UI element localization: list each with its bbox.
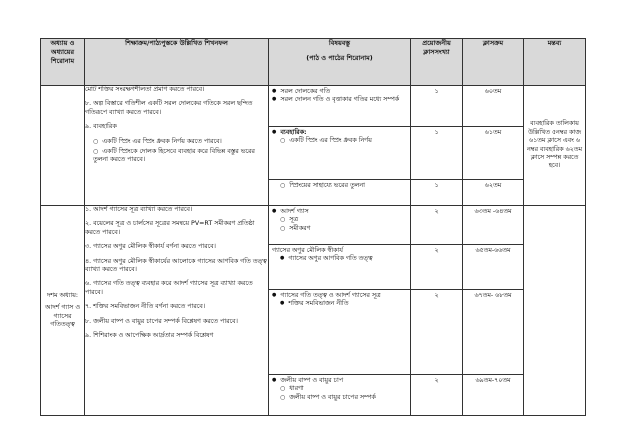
class-count: ২ <box>411 290 462 375</box>
class-sequence: ৬৭তম- ৬৮তম <box>463 290 523 375</box>
class-sequence-cell <box>463 86 524 206</box>
class-count: ২ <box>411 206 462 245</box>
class-sequence: ৬৯তম-৭০তম <box>475 377 511 384</box>
header-outcomes: শিক্ষাক্রম/পাঠ্যপুস্তকে উল্লিখিত শিখনফল <box>85 39 269 86</box>
outcome-text: ৪. গ্যাসের অণুর মৌলিক স্বীকার্যের আলোকে গ্যাসের আণবিক গতি তত্ত্ব ব্যাখ্যা করতে পারবে। <box>85 257 267 274</box>
chapter-cell <box>41 206 85 416</box>
outcome-text: ৩. গ্যাসের অণুর মৌলিক স্বীকার্য বর্ণনা করতে পারবে। <box>85 243 216 251</box>
header-row <box>41 39 586 86</box>
outcome-text: ৬. গ্যাসের গতি তত্ত্ব ব্যবহার করে আদর্শ গ্যাসের সূত্র ব্যাখ্যা করতে পারবে। <box>85 280 253 296</box>
content-item: ● সরল দোলন গতি ও বৃত্তাকার গতির মধ্যে সম্পর্ক <box>272 96 407 104</box>
outcome-text: ৯. শিশিরাংক ও আপেক্ষিক আর্দ্রতার সম্পর্ক বিশ্লেষণ <box>85 332 214 340</box>
content-subitem: ○ জলীয় বাষ্প ও বায়ুর চাপের সম্পর্ক <box>272 394 407 402</box>
outcome-text: ৮. জলীয় বাষ্প ও বায়ুর চাপের সম্পর্ক বিশ্লেষণ করতে পারবে। <box>85 317 238 325</box>
chapter-cell-empty <box>41 86 85 206</box>
header-class-count: প্রয়োজনীয় ক্লাসসংখ্যা <box>411 39 463 86</box>
outcome-text: ৭. শক্তির সমবিভাজন নীতি বর্ণনা করতে পারবে। <box>85 303 206 311</box>
content-subitem: ○ সূত্র <box>272 216 407 224</box>
content-item: ● জলীয় বাষ্প ও বায়ুর চাপ <box>272 377 407 385</box>
class-sequence-cell <box>463 206 524 416</box>
content-subrow <box>269 375 410 404</box>
content-subitem: ○ একটি স্প্রিং এর স্প্রিং ধ্রুবক নির্ণয় <box>272 137 407 145</box>
outcome-text: ৮. অল্প বিস্তারে গতিশীল একটি সরল দোলকের গতিকে সরল ছন্দিত গতিরূপে ব্যাখ্যা করতে পারবে। <box>85 100 253 116</box>
content-item: ● আদর্শ গ্যাস <box>272 208 407 216</box>
header-class-sequence: ক্লাসক্রম <box>463 39 524 86</box>
content-subitem: ● শক্তির সমবিভাজন নীতি <box>272 300 407 308</box>
outcome-subitem: ○ একটি স্প্রিং এর স্প্রিং ধ্রুবক নির্ণয় করতে পারবে। <box>85 138 268 146</box>
class-count: ১ <box>411 86 462 127</box>
class-sequence: ৬৫তম-৬৬তম <box>463 245 523 290</box>
content-subitem: ○ সমীকরণ <box>272 225 407 233</box>
content-subitem: ○ ধারণা <box>272 385 407 393</box>
table-row <box>41 206 586 416</box>
outcome-text: ৯. ব্যবহারিক <box>85 123 117 131</box>
outcome-text: মোট শক্তির সংরক্ষণশীলতা প্রমাণ করতে পারবে। <box>85 86 205 93</box>
header-chapter: অধ্যায় ও অধ্যায়ের শিরোনাম <box>41 39 85 86</box>
header-content-subtitle: (পাঠ ও পাঠের শিরোনাম) <box>306 54 373 62</box>
class-count-cell <box>411 86 463 206</box>
class-count: ১ <box>411 127 462 180</box>
content-subrow <box>269 180 410 192</box>
content-item: ● গ্যাসের গতি তত্ত্ব ও আদর্শ গ্যাসের সূত্র <box>272 292 407 300</box>
class-sequence: ৬২তম <box>484 182 502 189</box>
header-content <box>269 39 411 86</box>
outcome-text: ২. বয়েলের সূত্র ও চার্লসের সূত্রের সমন্বয়ে PV=RT সমীকরণ প্রতিষ্ঠা করতে পারবে। <box>85 220 255 236</box>
content-item: ● সরল দোলকের গতি <box>272 88 407 96</box>
class-sequence: ৬১তম <box>463 127 523 180</box>
remark-text: ব্যবহারিক তালিকায় উল্লিখিত ৫নম্বর কাজ ৬১তম ক্লাসে এবং ৬ নম্বর ব্যবহারিক ৬২তম ক্লাসে সম্পন্ন করতে হবে। <box>527 120 582 170</box>
header-remarks: মন্তব্য <box>524 39 586 86</box>
remarks-cell <box>524 86 586 206</box>
outcome-text: ১. আদর্শ গ্যাসের সূত্র ব্যাখ্যা করতে পারবে। <box>85 206 193 213</box>
content-subrow <box>269 290 410 375</box>
content-cell <box>269 86 411 206</box>
remarks-cell-empty <box>524 206 586 416</box>
syllabus-table <box>40 38 586 416</box>
outcomes-cell <box>85 206 269 416</box>
class-count-cell <box>411 206 463 416</box>
table-row <box>41 86 586 206</box>
chapter-title: আদর্শ গ্যাস ও গ্যাসের গতিতত্ত্ব <box>45 304 80 328</box>
content-subrow <box>269 86 410 127</box>
class-count: ১ <box>434 182 439 189</box>
content-subrow <box>269 206 410 245</box>
class-sequence: ৬০তম <box>463 86 523 127</box>
content-subitem: ● গ্যাসের অণুর আণবিক গতি তত্ত্ব <box>272 255 407 263</box>
outcome-subitem: ○ একটি স্প্রিংকে দোলক হিসেবে ব্যবহার করে বিভিন্ন বস্তুর ভরের তুলনা করতে পারবে। <box>85 148 268 165</box>
content-item: গ্যাসের অণুর মৌলিক স্বীকার্য <box>272 247 343 254</box>
class-count: ২ <box>411 245 462 290</box>
class-sequence: ৬৩তম -৬৪তম <box>463 206 523 245</box>
content-subitem: ○ স্প্রিংয়ের সাহায্যে ভরের তুলনা <box>272 182 407 190</box>
content-item: ● ব্যবহারিক: <box>272 129 407 137</box>
content-subrow <box>269 127 410 180</box>
header-content-title: বিষয়বস্তু <box>328 39 351 47</box>
content-cell <box>269 206 411 416</box>
chapter-number: দশম অধ্যায়: <box>47 291 78 299</box>
outcomes-cell <box>85 86 269 206</box>
content-subrow <box>269 245 410 290</box>
class-count: ২ <box>434 377 439 384</box>
syllabus-page <box>40 38 585 418</box>
